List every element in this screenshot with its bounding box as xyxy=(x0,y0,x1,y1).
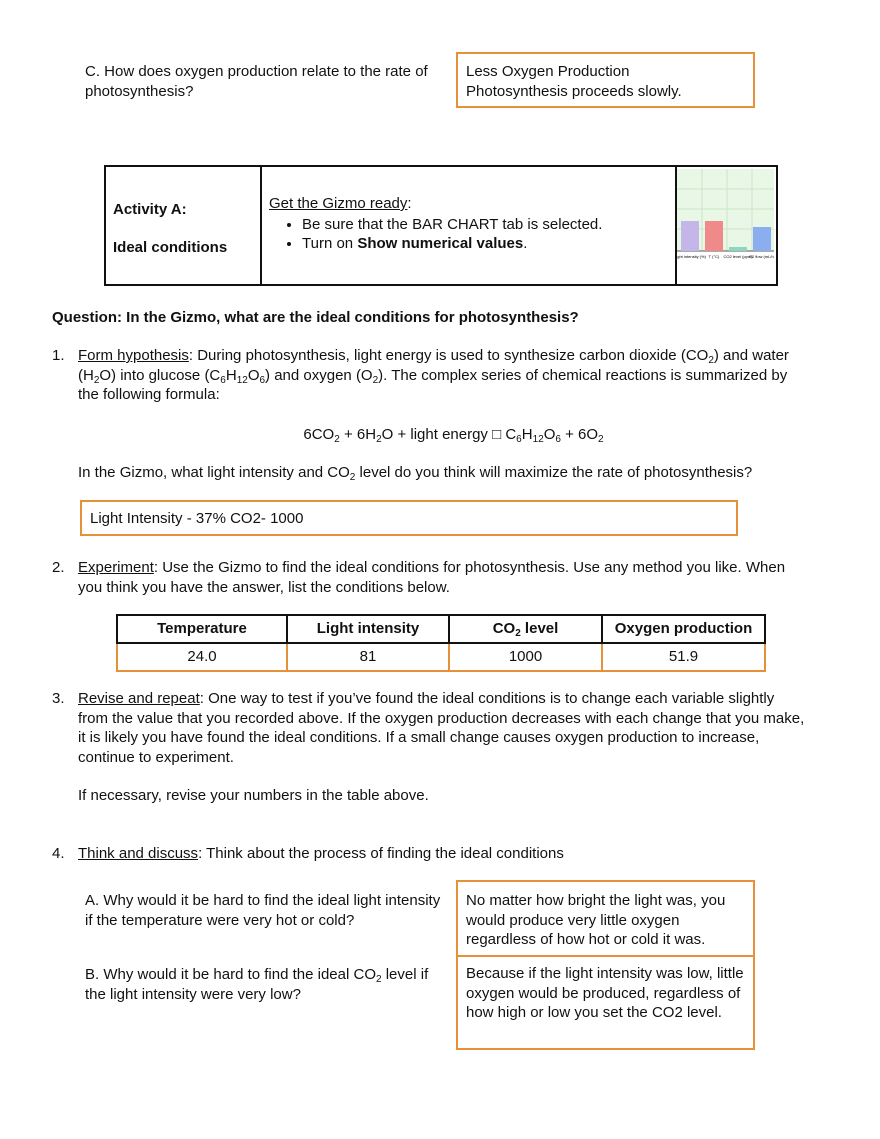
item1-text xyxy=(78,346,808,405)
subscript: 6 xyxy=(259,374,266,386)
thumbnail-label: O2 flow (mL/h) xyxy=(748,254,774,259)
subscript: 2 xyxy=(376,434,382,445)
bullet2-bold: Show numerical values xyxy=(357,235,524,252)
subscript: 2 xyxy=(372,374,379,386)
header-temperature: Temperature xyxy=(117,615,287,643)
bullet-show-values xyxy=(302,234,675,254)
header-light-intensity: Light intensity xyxy=(287,615,449,643)
ideal-conditions-table xyxy=(116,614,766,672)
answer-b-box[interactable]: Because if the light intensity was low, little oxygen would be produced, regardless of how high or low you set the CO2 level. xyxy=(456,955,755,1050)
item1-prompt xyxy=(78,463,808,483)
activity-instructions-cell xyxy=(262,167,677,284)
question-b xyxy=(85,965,453,1004)
activity-subtitle: Ideal conditions xyxy=(113,239,228,256)
item4-label: Think and discuss xyxy=(78,845,199,862)
question-a: A. Why would it be hard to find the ideal light intensity if the temperature were very hot or cold? xyxy=(85,892,441,929)
text-segment: O) into glucose (C xyxy=(99,366,221,384)
text-segment: In the Gizmo, what light intensity and CO xyxy=(78,464,350,481)
text-segment: 6CO xyxy=(303,426,335,443)
item2-label: Experiment xyxy=(78,559,154,576)
thumbnail-label: CO2 level (ppm) xyxy=(723,254,753,259)
subscript: 6 xyxy=(220,374,226,386)
bullet-bar-chart: • Be sure that the BAR CHART tab is selected. xyxy=(302,215,675,235)
text-segment: + 6H xyxy=(339,426,377,443)
question-c: C. How does oxygen production relate to the rate of photosynthesis? xyxy=(85,63,428,100)
header-co2-rest: level xyxy=(520,620,559,638)
text-segment: ). The complex series of chemical reactions is summarized by the following formula: xyxy=(78,366,788,403)
subscript: 6 xyxy=(516,434,522,445)
item3-body: : One way to test if you’ve found the ideal conditions is to change each variable slightly from the value that you recorded above. If the oxygen production decreases with each change that you make, it is likely you have found the ideal conditions. If a small change causes oxygen production to increase, continue to experiment. xyxy=(78,690,805,766)
thumbnail-label: T (°C) xyxy=(708,254,720,259)
header-co2-level xyxy=(449,615,602,643)
hypothesis-answer-box[interactable]: Light Intensity - 37% CO2- 1000 xyxy=(80,500,738,536)
text-segment: : During photosynthesis, light energy is used to synthesize carbon dioxide (CO xyxy=(188,347,709,364)
subscript: 2 xyxy=(375,974,382,985)
table-header-row xyxy=(117,615,765,643)
text-segment: level do you think will maximize the rate of photosynthesis? xyxy=(355,464,753,481)
thumbnail-bar xyxy=(681,221,699,251)
subscript: 12 xyxy=(532,434,544,445)
thumbnail-bar xyxy=(753,227,771,251)
answer-c-line2: Photosynthesis proceeds slowly. xyxy=(466,82,682,100)
bullet2-pre: Turn on xyxy=(302,235,358,252)
text-segment: level if the light intensity were very low? xyxy=(85,966,429,1003)
cell-light-intensity[interactable]: 81 xyxy=(287,643,449,671)
text-segment: H xyxy=(521,426,533,443)
text-segment: H xyxy=(225,366,237,384)
cell-oxygen-production[interactable]: 51.9 xyxy=(602,643,765,671)
answer-c-line1: Less Oxygen Production xyxy=(466,63,630,80)
table-row xyxy=(117,643,765,671)
activity-title-cell xyxy=(106,167,262,284)
photosynthesis-formula xyxy=(0,425,880,445)
subscript: 6 xyxy=(555,434,561,445)
main-question: Question: In the Gizmo, what are the ideal conditions for photosynthesis? xyxy=(52,309,579,326)
subscript: 2 xyxy=(93,374,100,386)
text-segment: B. Why would it be hard to find the ideal CO xyxy=(85,966,376,983)
subscript: 2 xyxy=(334,434,340,445)
item4-number: 4. xyxy=(52,845,65,862)
cell-temperature[interactable]: 24.0 xyxy=(117,643,287,671)
bullet2-post: . xyxy=(523,235,528,252)
thumbnail-bar xyxy=(729,247,747,251)
gizmo-bar-chart-thumbnail xyxy=(677,169,774,282)
item3-text xyxy=(78,689,808,767)
item3-number: 3. xyxy=(52,690,65,707)
subscript: 12 xyxy=(236,374,248,386)
text-segment: ) and oxygen (O xyxy=(265,366,373,384)
thumbnail-label: Light intensity (%) xyxy=(677,254,706,259)
item2-text xyxy=(78,558,808,597)
text-segment: ) and water (H xyxy=(78,347,789,384)
item3-label: Revise and repeat xyxy=(78,690,200,707)
item1-number: 1. xyxy=(52,347,65,364)
text-segment: O xyxy=(543,426,556,443)
item4-text xyxy=(78,844,808,864)
item1-label: Form hypothesis xyxy=(78,347,189,364)
thumbnail-chart xyxy=(677,169,774,282)
ready-label: Get the Gizmo ready xyxy=(269,195,408,212)
ready-heading xyxy=(269,194,675,214)
activity-table xyxy=(104,165,778,286)
header-co2-text: CO xyxy=(492,620,516,638)
ready-colon: : xyxy=(407,195,412,212)
item3-note: If necessary, revise your numbers in the table above. xyxy=(78,787,429,804)
subscript: 2 xyxy=(349,472,356,483)
activity-title: Activity A: xyxy=(113,201,187,218)
text-segment: + 6O xyxy=(560,426,599,443)
answer-a-box[interactable]: No matter how bright the light was, you would produce very little oxygen regardless of how hot or cold it was. xyxy=(456,880,755,957)
subscript: 2 xyxy=(708,355,714,366)
thumbnail-bar xyxy=(705,221,723,251)
text-segment: O + light energy □ C xyxy=(381,426,517,443)
text-segment: O xyxy=(247,366,260,384)
header-oxygen-production: Oxygen production xyxy=(602,615,765,643)
subscript: 2 xyxy=(598,434,604,445)
item2-number: 2. xyxy=(52,559,65,576)
header-co2-sub: 2 xyxy=(515,628,521,640)
answer-c-box[interactable] xyxy=(456,52,755,108)
item4-body: : Think about the process of finding the ideal conditions xyxy=(198,845,564,862)
item2-body: : Use the Gizmo to find the ideal conditions for photosynthesis. Use any method you like. When you think you have the answer, list the conditions below. xyxy=(78,559,786,596)
cell-co2-level[interactable]: 1000 xyxy=(449,643,602,671)
